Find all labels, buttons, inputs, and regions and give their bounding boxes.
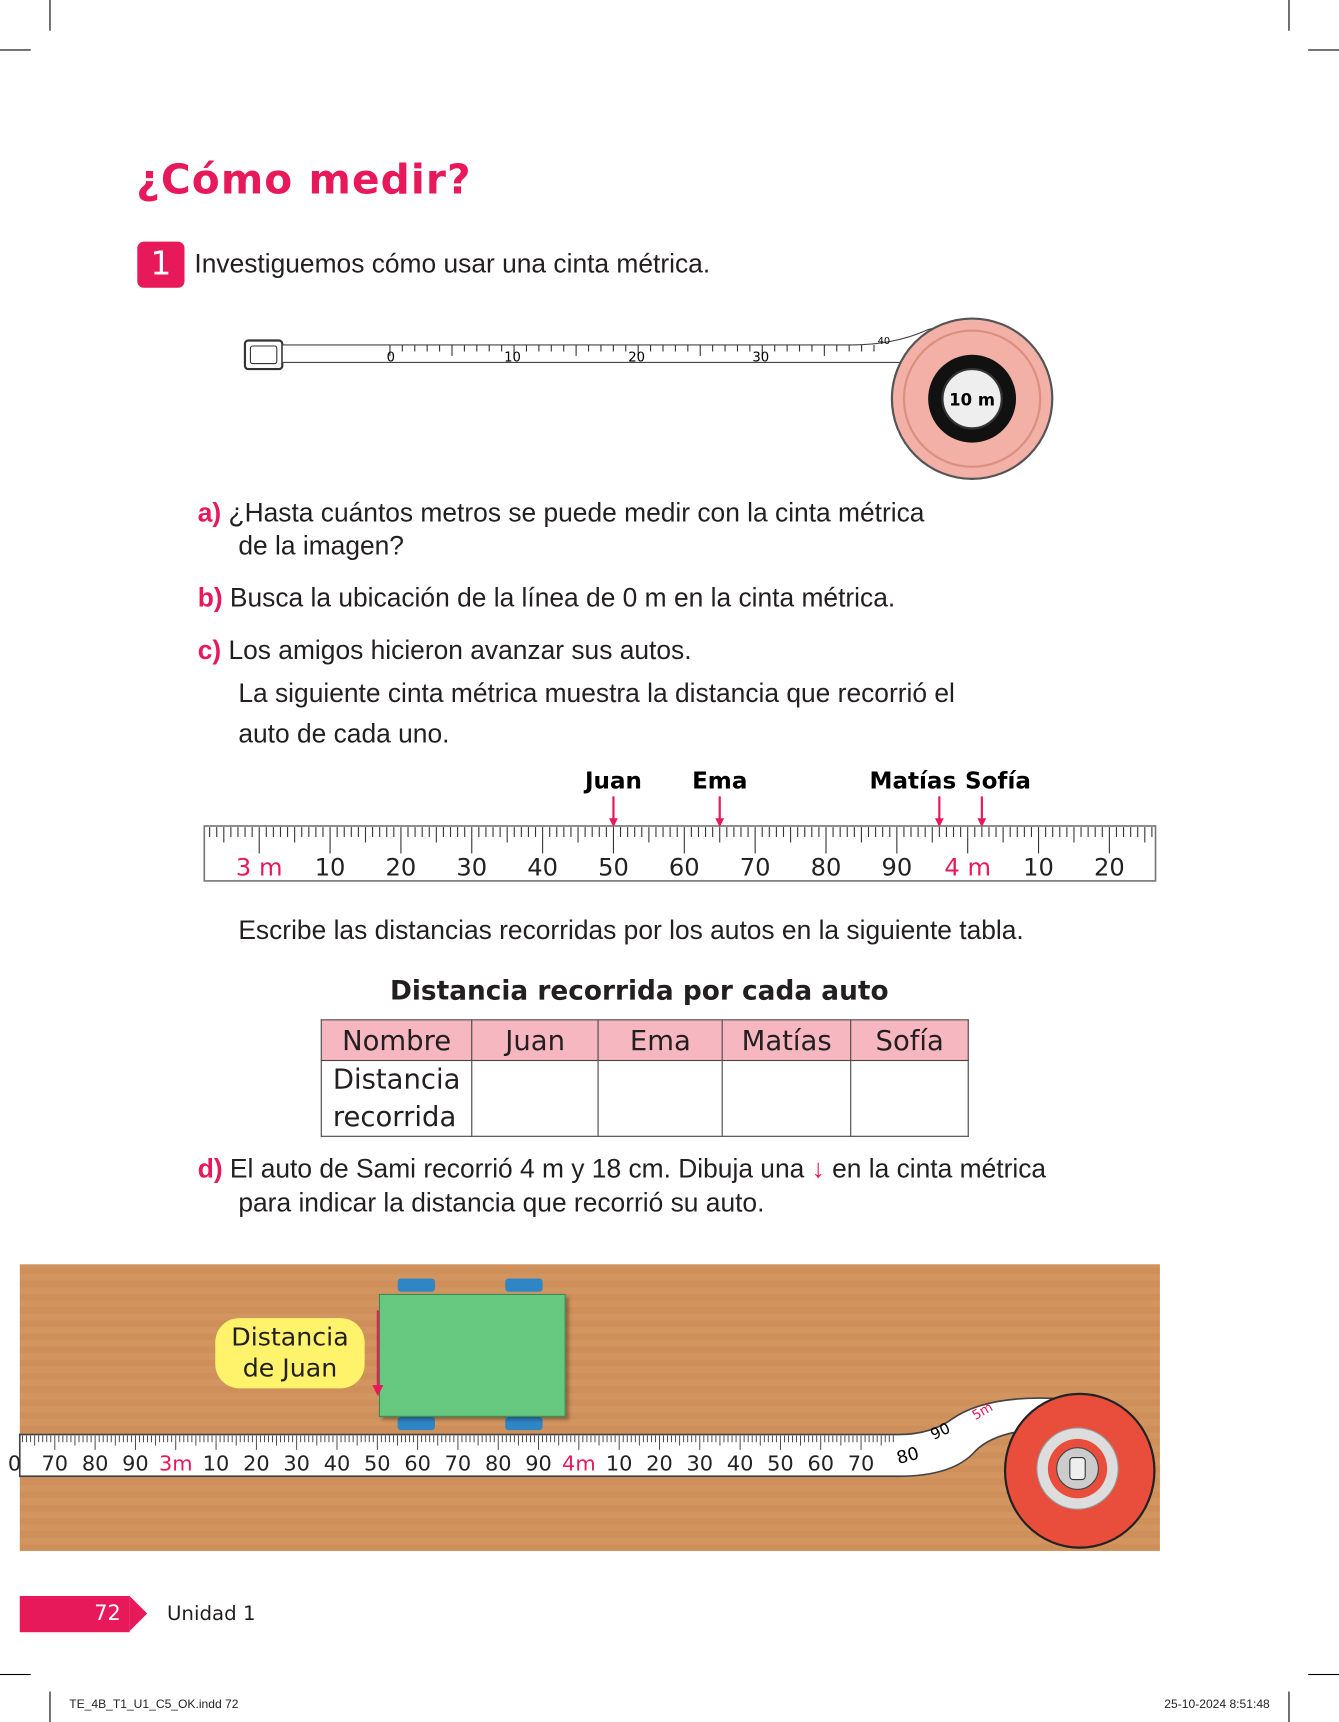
answer-cell-sofia[interactable] — [851, 1061, 969, 1137]
page-number: 72 — [20, 1596, 130, 1632]
ruler-label: 60 — [668, 853, 700, 882]
question-d-line2: para indicar la distancia que recorrió su auto. — [238, 1188, 765, 1219]
tape-label: 70 — [444, 1451, 472, 1476]
tape-label: 80 — [894, 1443, 922, 1469]
measuring-ruler — [0, 758, 1339, 890]
marker-label: Ema — [692, 768, 748, 795]
crop-mark — [1308, 1674, 1339, 1675]
tape-label: 20 — [628, 350, 646, 366]
wood-scene — [7, 1264, 1160, 1551]
car-wheel — [398, 1279, 435, 1292]
row-label-line: Distancia — [332, 1063, 461, 1096]
tape-label: 30 — [686, 1451, 714, 1476]
question-letter: d) — [197, 1154, 223, 1185]
ruler-label: 20 — [1094, 853, 1125, 882]
table-header: Juan — [472, 1020, 598, 1061]
print-date: 25-10-2024 8:51:48 — [1164, 1698, 1270, 1712]
unit-label: Unidad 1 — [166, 1602, 256, 1626]
marker-label: Sofía — [964, 768, 1031, 795]
tape-label: 4m — [562, 1451, 596, 1476]
tape-label: 70 — [847, 1451, 875, 1476]
tape-label: 40 — [877, 335, 891, 347]
tape-label: 50 — [767, 1451, 794, 1476]
crop-mark — [49, 0, 50, 31]
bubble-line: Distancia — [231, 1323, 349, 1353]
car-wheel — [398, 1417, 435, 1430]
tape-label: 30 — [283, 1451, 310, 1476]
table-instruction: Escribe las distancias recorridas por los autos en la siguiente tabla. — [238, 916, 1024, 946]
ruler-label: 90 — [881, 853, 913, 882]
tape-label: 90 — [122, 1451, 149, 1476]
table-header: Sofía — [851, 1020, 969, 1061]
table-header: Ema — [598, 1020, 722, 1061]
car-wheel — [505, 1279, 542, 1292]
scene-tape[interactable] — [7, 1264, 1160, 1551]
page-title: ¿Cómo medir? — [136, 155, 472, 204]
tape-label: 10 — [605, 1451, 633, 1476]
crop-mark — [0, 49, 31, 50]
tape-label: 90 — [525, 1451, 552, 1476]
answer-cell-ema[interactable] — [598, 1061, 722, 1137]
distance-table — [321, 1019, 969, 1137]
question-text: ¿Hasta cuántos metros se puede medir con la cinta métrica — [228, 498, 925, 529]
answer-cell-juan[interactable] — [472, 1061, 598, 1137]
row-label-line: recorrida — [332, 1100, 457, 1133]
tape-label: 60 — [807, 1451, 834, 1476]
question-d — [198, 1153, 1046, 1186]
arrow-down-icon: ↓ — [811, 1154, 825, 1185]
tape-label: 80 — [81, 1451, 109, 1476]
file-name: TE_4B_T1_U1_C5_OK.indd 72 — [69, 1698, 239, 1712]
question-letter: b) — [197, 583, 223, 613]
question-b — [198, 582, 895, 615]
tape-label: 40 — [323, 1451, 351, 1476]
tape-label: 20 — [243, 1451, 270, 1476]
table-title: Distancia recorrida por cada auto — [389, 975, 889, 1007]
ruler-label: 40 — [527, 853, 558, 882]
question-letter: a) — [197, 498, 222, 529]
bubble-line: de Juan — [242, 1354, 338, 1383]
marker-label: Matías — [869, 768, 957, 795]
tape-label: 50 — [364, 1451, 391, 1476]
tape-label: 40 — [726, 1451, 754, 1476]
question-c-line2: La siguiente cinta métrica muestra la distancia que recorrió el — [238, 678, 955, 709]
tape-measure-illustration — [236, 308, 1071, 489]
table-header: Nombre — [321, 1020, 472, 1061]
row-label — [321, 1061, 472, 1137]
reel-label: 10 m — [949, 390, 995, 410]
car-wheel — [505, 1417, 542, 1430]
tape-label: 3m — [158, 1451, 193, 1476]
question-a — [198, 498, 925, 531]
crop-mark — [1308, 49, 1339, 50]
tape-label: 0 — [386, 350, 396, 366]
tape-label: 10 — [202, 1451, 230, 1476]
tape-label: 70 — [41, 1451, 69, 1476]
exercise-instruction: Investiguemos cómo usar una cinta métrica. — [194, 249, 711, 279]
tape-label: 80 — [484, 1451, 512, 1476]
crop-mark — [0, 1674, 31, 1675]
tape-label: 90 — [927, 1419, 954, 1444]
question-text: Los amigos hicieron avanzar sus autos. — [228, 635, 692, 666]
marker-label: Juan — [584, 768, 642, 795]
ruler-label: 10 — [1023, 853, 1054, 882]
arrow-down-icon — [370, 1310, 385, 1398]
question-text: en la cinta métrica — [832, 1154, 1047, 1185]
exercise-number: 1 — [137, 242, 184, 288]
tape-label: 20 — [646, 1451, 673, 1476]
speech-bubble — [215, 1318, 364, 1388]
tape-label: 5m — [969, 1400, 996, 1424]
answer-cell-matias[interactable] — [722, 1061, 851, 1137]
toy-car — [379, 1294, 566, 1417]
ruler-label: 4 m — [944, 853, 991, 882]
tape-label: 30 — [752, 350, 770, 366]
ruler-label: 3 m — [235, 853, 283, 882]
ruler-label: 20 — [385, 853, 417, 882]
question-text: Busca la ubicación de la línea de 0 m en la cinta métrica. — [229, 583, 896, 613]
crop-mark — [1288, 1692, 1289, 1722]
table-header: Matías — [722, 1020, 851, 1061]
ruler-label: 80 — [810, 853, 842, 882]
ruler-label: 10 — [314, 853, 346, 882]
question-c-line3: auto de cada uno. — [238, 719, 450, 750]
tape-label: 0 — [7, 1451, 22, 1476]
tape-label: 10 — [504, 350, 521, 366]
tape-label: 60 — [404, 1451, 431, 1476]
crop-mark — [1288, 0, 1289, 31]
ruler-label: 50 — [598, 853, 629, 882]
ruler-label: 30 — [456, 853, 488, 882]
question-a-line2: de la imagen? — [238, 531, 404, 562]
question-letter: c) — [197, 635, 222, 666]
question-text: El auto de Sami recorrió 4 m y 18 cm. Dibuja una — [229, 1154, 805, 1185]
question-c — [198, 635, 692, 668]
crop-mark — [49, 1692, 50, 1722]
ruler-label: 70 — [739, 853, 771, 882]
